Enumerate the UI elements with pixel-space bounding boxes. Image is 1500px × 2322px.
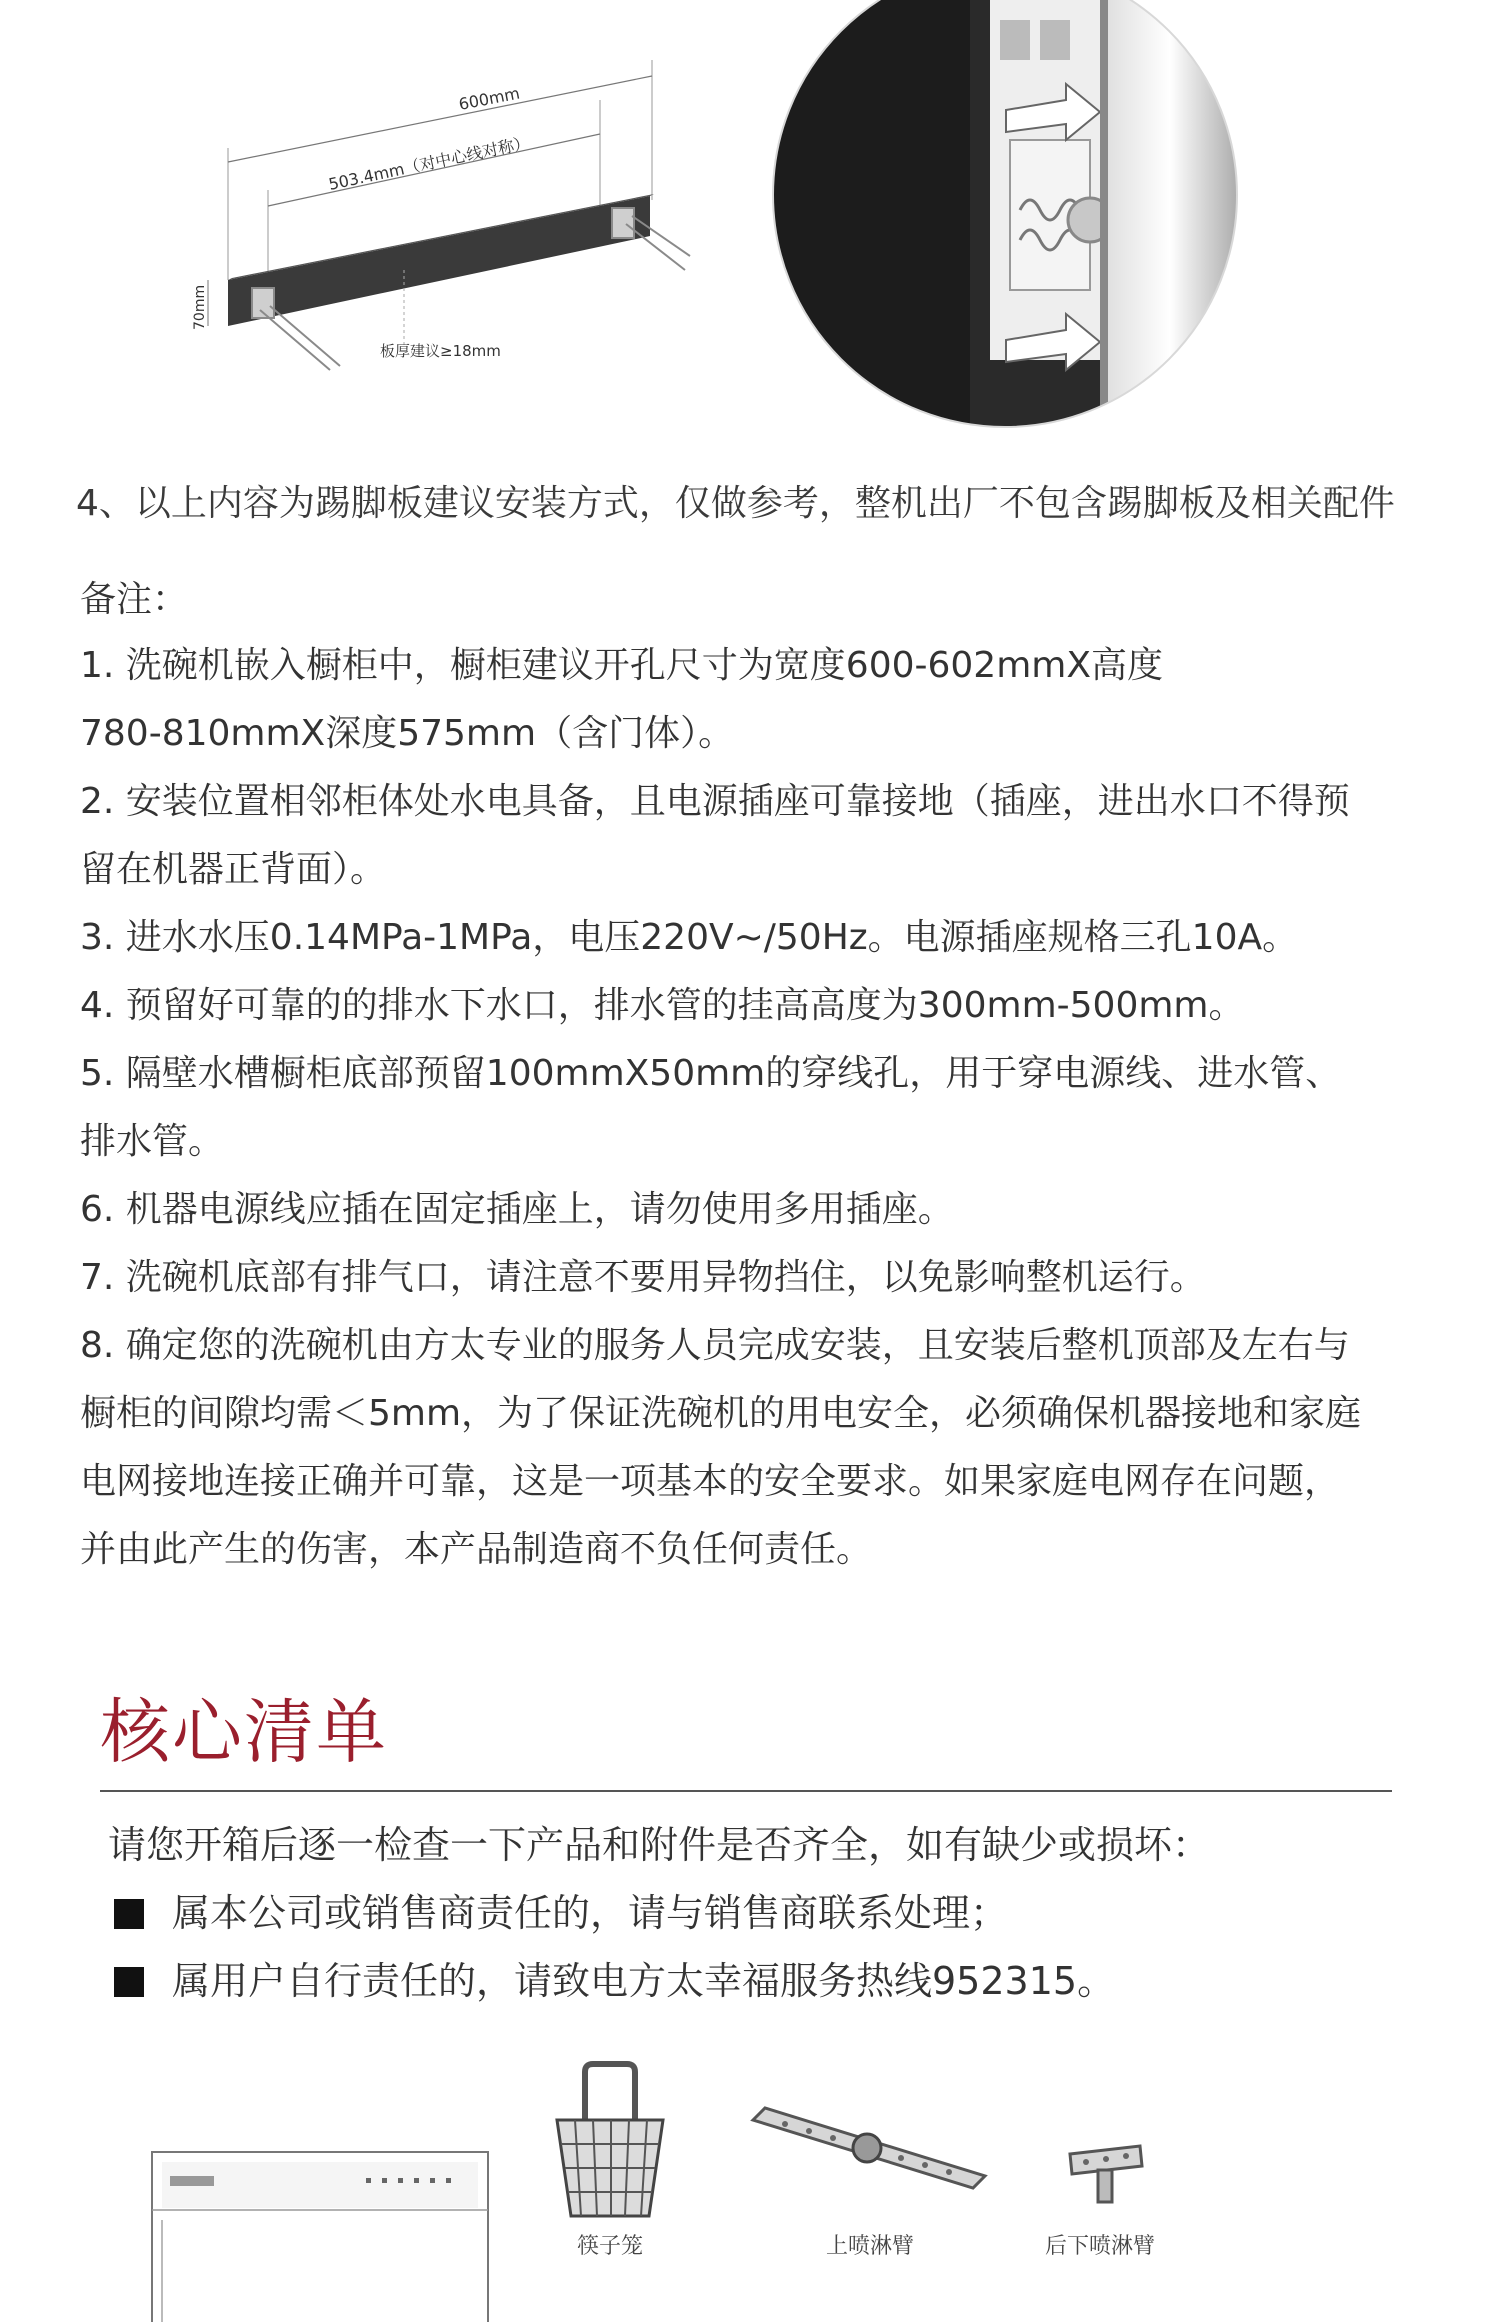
checklist-bullet: 属本公司或销售商责任的，请与销售商联系处理； [114,1890,1008,1936]
mounting-clip-detail-image [770,0,1240,430]
accessory-label-cutlery-basket: 筷子笼 [576,2234,643,2259]
square-bullet-icon [114,1967,144,1997]
kickboard-diagram [180,40,740,400]
note-line: 3. 进水水压0.14MPa-1MPa，电压220V~/50Hz。电源插座规格三孔10A。 [80,917,1299,958]
note-line: 排水管。 [80,1121,225,1162]
accessory-label-rear-lower-spray-arm: 后下喷淋臂 [1044,2234,1155,2259]
note-line: 1. 洗碗机嵌入橱柜中，橱柜建议开孔尺寸为宽度600-602mmX高度 [80,645,1164,686]
dishwasher-image [140,2140,500,2322]
upper-spray-arm-image [745,2090,995,2200]
kickboard-note: 4、以上内容为踢脚板建议安装方式，仅做参考，整机出厂不包含踢脚板及相关配件 [76,483,1395,524]
notes-title: 备注： [80,579,189,620]
note-line: 电网接地连接正确并可靠，这是一项基本的安全要求。如果家庭电网存在问题， [80,1461,1341,1502]
note-line: 2. 安装位置相邻柜体处水电具备，且电源插座可靠接地（插座，进出水口不得预 [80,781,1350,822]
note-line: 4. 预留好可靠的的排水下水口，排水管的挂高高度为300mm-500mm。 [80,985,1245,1026]
note-line: 7. 洗碗机底部有排气口，请注意不要用异物挡住，以免影响整机运行。 [80,1257,1206,1298]
hole-dimension-label: 503.4mm（对中心线对称） [326,132,532,194]
cutlery-basket-image [545,2060,675,2220]
thickness-label: 板厚建议≥18mm [380,342,501,360]
section-title: 核心清单 [100,1691,388,1773]
note-line: 5. 隔壁水槽橱柜底部预留100mmX50mm的穿线孔，用于穿电源线、进水管、 [80,1053,1342,1094]
note-line: 留在机器正背面）。 [80,849,387,890]
checklist-intro: 请您开箱后逐一检查一下产品和附件是否齐全，如有缺少或损坏： [108,1823,1211,1867]
checklist-bullet: 属用户自行责任的，请致电方太幸福服务热线952315。 [114,1958,1115,2004]
square-bullet-icon [114,1899,144,1929]
accessory-label-upper-spray-arm: 上喷淋臂 [825,2234,914,2259]
note-line: 橱柜的间隙均需＜5mm，为了保证洗碗机的用电安全，必须确保机器接地和家庭 [80,1393,1362,1434]
note-line: 并由此产生的伤害，本产品制造商不负任何责任。 [80,1529,873,1570]
note-line: 6. 机器电源线应插在固定插座上，请勿使用多用插座。 [80,1189,954,1230]
note-line: 8. 确定您的洗碗机由方太专业的服务人员完成安装，且安装后整机顶部及左右与 [80,1325,1350,1366]
width-dimension-label: 600mm [457,83,522,114]
section-divider [100,1790,1392,1792]
rear-lower-spray-arm-image [1060,2140,1150,2210]
note-line: 780-810mmX深度575mm（含门体）。 [80,713,735,754]
height-dimension-label: 70mm [192,284,208,330]
